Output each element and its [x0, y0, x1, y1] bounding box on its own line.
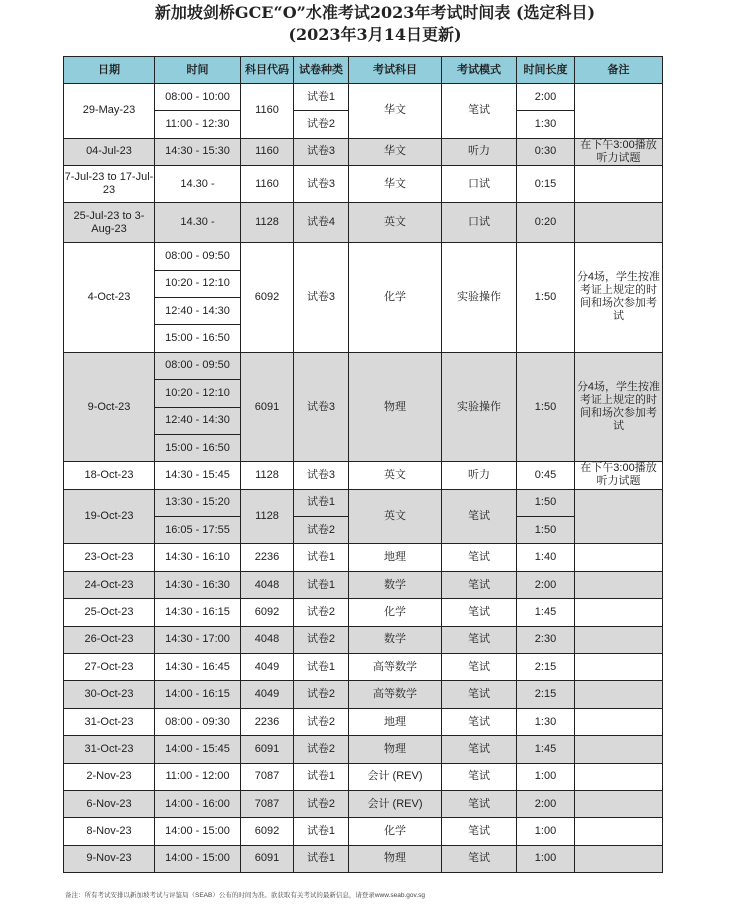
exam-mode-cell: 笔试: [442, 626, 517, 653]
subject-code-cell: 2236: [241, 544, 294, 571]
table-row: [64, 763, 663, 790]
subject-code-cell: 4049: [241, 654, 294, 681]
time-cell: 14:30 - 16:45: [155, 654, 241, 681]
date-cell: 26-Oct-23: [64, 626, 155, 653]
paper-type-cell: 试卷2: [294, 708, 349, 735]
paper-type-cell: 试卷3: [294, 138, 349, 165]
duration-cell: 0:45: [517, 462, 575, 489]
date-cell: 19-Oct-23: [64, 489, 155, 544]
header-subject-code: 科目代码: [241, 57, 294, 84]
table-body: [64, 84, 663, 873]
subject-cell: 华文: [349, 166, 442, 203]
subject-code-cell: 4048: [241, 626, 294, 653]
date-cell: 4-Oct-23: [64, 243, 155, 353]
remarks-cell: [575, 790, 663, 817]
duration-cell: 2:00: [517, 571, 575, 598]
duration-cell: 0:20: [517, 203, 575, 243]
subject-code-cell: 7087: [241, 763, 294, 790]
header-exam-mode: 考试模式: [442, 57, 517, 84]
duration-cell: 1:45: [517, 599, 575, 626]
paper-type-cell: 试卷1: [294, 818, 349, 845]
time-cell: 14:00 - 15:45: [155, 736, 241, 763]
date-cell: 31-Oct-23: [64, 736, 155, 763]
subject-code-cell: 6091: [241, 352, 294, 462]
exam-mode-cell: 笔试: [442, 736, 517, 763]
remarks-cell: [575, 166, 663, 203]
date-cell: 9-Oct-23: [64, 352, 155, 462]
exam-mode-cell: 实验操作: [442, 243, 517, 353]
date-cell: 25-Oct-23: [64, 599, 155, 626]
table-row: [64, 138, 663, 165]
subject-cell: 物理: [349, 352, 442, 462]
remarks-cell: [575, 599, 663, 626]
time-cell: 08:00 - 09:50: [155, 352, 241, 379]
subject-code-cell: 2236: [241, 708, 294, 735]
duration-cell: 1:45: [517, 736, 575, 763]
time-cell: 14:30 - 15:30: [155, 138, 241, 165]
exam-mode-cell: 笔试: [442, 845, 517, 872]
exam-mode-cell: 笔试: [442, 84, 517, 139]
subject-cell: 化学: [349, 818, 442, 845]
exam-mode-cell: 笔试: [442, 818, 517, 845]
date-cell: 8-Nov-23: [64, 818, 155, 845]
paper-type-cell: 试卷2: [294, 681, 349, 708]
exam-mode-cell: 听力: [442, 138, 517, 165]
paper-type-cell: 试卷3: [294, 352, 349, 462]
table-row: [64, 462, 663, 489]
exam-mode-cell: 笔试: [442, 763, 517, 790]
time-cell: 11:00 - 12:30: [155, 111, 241, 138]
table-row: [64, 654, 663, 681]
table-row: [64, 203, 663, 243]
time-cell: 08:00 - 09:30: [155, 708, 241, 735]
paper-type-cell: 试卷2: [294, 599, 349, 626]
subject-cell: 高等数学: [349, 681, 442, 708]
title-line-2: (2023年3月14日更新): [288, 25, 462, 44]
subject-code-cell: 1160: [241, 84, 294, 139]
subject-code-cell: 1128: [241, 489, 294, 544]
table-row: [64, 736, 663, 763]
header-date: 日期: [64, 57, 155, 84]
table-row: [64, 544, 663, 571]
table-row: [64, 681, 663, 708]
paper-type-cell: 试卷3: [294, 243, 349, 353]
exam-mode-cell: 笔试: [442, 544, 517, 571]
date-cell: 30-Oct-23: [64, 681, 155, 708]
duration-cell: 1:50: [517, 243, 575, 353]
date-cell: 29-May-23: [64, 84, 155, 139]
time-cell: 14.30 -: [155, 166, 241, 203]
subject-cell: 英文: [349, 462, 442, 489]
title-line-1: 新加坡剑桥GCE“O”水准考试2023年考试时间表 (选定科目): [154, 3, 596, 22]
paper-type-cell: 试卷2: [294, 517, 349, 544]
time-cell: 14:30 - 16:10: [155, 544, 241, 571]
table-row: [64, 243, 663, 270]
subject-code-cell: 1160: [241, 138, 294, 165]
duration-cell: 1:30: [517, 708, 575, 735]
remarks-cell: [575, 681, 663, 708]
date-cell: 18-Oct-23: [64, 462, 155, 489]
table-row: [64, 84, 663, 111]
table-row: [64, 571, 663, 598]
time-cell: 14:30 - 16:30: [155, 571, 241, 598]
duration-cell: 2:00: [517, 790, 575, 817]
date-cell: 25-Jul-23 to 3-Aug-23: [64, 203, 155, 243]
exam-mode-cell: 口试: [442, 166, 517, 203]
date-cell: 2-Nov-23: [64, 763, 155, 790]
date-cell: 9-Nov-23: [64, 845, 155, 872]
paper-type-cell: 试卷3: [294, 462, 349, 489]
paper-type-cell: 试卷1: [294, 845, 349, 872]
remarks-cell: [575, 489, 663, 544]
duration-cell: 2:15: [517, 681, 575, 708]
subject-code-cell: 6091: [241, 845, 294, 872]
remarks-cell: 在下午3:00播放听力试题: [575, 462, 663, 489]
table-row: [64, 708, 663, 735]
duration-cell: 0:15: [517, 166, 575, 203]
duration-cell: 1:40: [517, 544, 575, 571]
header-duration: 时间长度: [517, 57, 575, 84]
duration-cell: 1:50: [517, 352, 575, 462]
subject-cell: 数学: [349, 571, 442, 598]
paper-type-cell: 试卷1: [294, 489, 349, 516]
exam-mode-cell: 笔试: [442, 681, 517, 708]
remarks-cell: [575, 818, 663, 845]
subject-code-cell: 6092: [241, 243, 294, 353]
remarks-cell: 分4场，学生按准考证上规定的时间和场次参加考试: [575, 243, 663, 353]
table-row: [64, 818, 663, 845]
subject-cell: 地理: [349, 544, 442, 571]
document-title: [0, 2, 750, 46]
exam-mode-cell: 笔试: [442, 654, 517, 681]
duration-cell: 2:30: [517, 626, 575, 653]
subject-cell: 数学: [349, 626, 442, 653]
subject-cell: 会计 (REV): [349, 763, 442, 790]
subject-code-cell: 1160: [241, 166, 294, 203]
paper-type-cell: 试卷3: [294, 166, 349, 203]
table-row: [64, 790, 663, 817]
time-cell: 15:00 - 16:50: [155, 325, 241, 352]
duration-cell: 2:15: [517, 654, 575, 681]
date-cell: 24-Oct-23: [64, 571, 155, 598]
exam-schedule-table: [63, 56, 663, 873]
exam-mode-cell: 笔试: [442, 599, 517, 626]
subject-cell: 华文: [349, 84, 442, 139]
exam-mode-cell: 笔试: [442, 489, 517, 544]
remarks-cell: [575, 544, 663, 571]
subject-cell: 地理: [349, 708, 442, 735]
subject-cell: 会计 (REV): [349, 790, 442, 817]
subject-code-cell: 1128: [241, 462, 294, 489]
exam-mode-cell: 笔试: [442, 790, 517, 817]
subject-code-cell: 1128: [241, 203, 294, 243]
paper-type-cell: 试卷2: [294, 790, 349, 817]
paper-type-cell: 试卷1: [294, 763, 349, 790]
subject-cell: 高等数学: [349, 654, 442, 681]
date-cell: 23-Oct-23: [64, 544, 155, 571]
table-header-row: [64, 57, 663, 84]
date-cell: 7-Jul-23 to 17-Jul-23: [64, 166, 155, 203]
time-cell: 14:00 - 16:15: [155, 681, 241, 708]
time-cell: 12:40 - 14:30: [155, 297, 241, 324]
time-cell: 16:05 - 17:55: [155, 517, 241, 544]
subject-cell: 物理: [349, 736, 442, 763]
header-paper-type: 试卷种类: [294, 57, 349, 84]
table-row: [64, 352, 663, 379]
remarks-cell: [575, 845, 663, 872]
subject-cell: 英文: [349, 489, 442, 544]
duration-cell: 1:00: [517, 763, 575, 790]
footnote: 备注：所有考试安排以新加坡考试与评鉴局（SEAB）公布的时间为准。欲获取有关考试的最新信息，请登录www.seab.gov.sg: [65, 892, 425, 899]
time-cell: 14:30 - 16:15: [155, 599, 241, 626]
time-cell: 11:00 - 12:00: [155, 763, 241, 790]
remarks-cell: [575, 708, 663, 735]
remarks-cell: [575, 763, 663, 790]
exam-mode-cell: 听力: [442, 462, 517, 489]
remarks-cell: [575, 571, 663, 598]
subject-cell: 华文: [349, 138, 442, 165]
subject-code-cell: 4048: [241, 571, 294, 598]
duration-cell: 2:00: [517, 84, 575, 111]
exam-mode-cell: 实验操作: [442, 352, 517, 462]
remarks-cell: [575, 654, 663, 681]
time-cell: 14:00 - 15:00: [155, 818, 241, 845]
paper-type-cell: 试卷2: [294, 626, 349, 653]
date-cell: 04-Jul-23: [64, 138, 155, 165]
paper-type-cell: 试卷2: [294, 736, 349, 763]
subject-code-cell: 7087: [241, 790, 294, 817]
time-cell: 10:20 - 12:10: [155, 380, 241, 407]
time-cell: 15:00 - 16:50: [155, 434, 241, 461]
time-cell: 08:00 - 09:50: [155, 243, 241, 270]
remarks-cell: [575, 84, 663, 139]
remarks-cell: 分4场，学生按准考证上规定的时间和场次参加考试: [575, 352, 663, 462]
subject-code-cell: 6092: [241, 818, 294, 845]
table-row: [64, 845, 663, 872]
header-subject: 考试科目: [349, 57, 442, 84]
paper-type-cell: 试卷2: [294, 111, 349, 138]
remarks-cell: [575, 736, 663, 763]
header-time: 时间: [155, 57, 241, 84]
duration-cell: 1:30: [517, 111, 575, 138]
time-cell: 13:30 - 15:20: [155, 489, 241, 516]
subject-cell: 物理: [349, 845, 442, 872]
duration-cell: 0:30: [517, 138, 575, 165]
paper-type-cell: 试卷1: [294, 654, 349, 681]
date-cell: 27-Oct-23: [64, 654, 155, 681]
table-row: [64, 626, 663, 653]
duration-cell: 1:00: [517, 845, 575, 872]
time-cell: 14:30 - 17:00: [155, 626, 241, 653]
paper-type-cell: 试卷1: [294, 84, 349, 111]
date-cell: 6-Nov-23: [64, 790, 155, 817]
duration-cell: 1:50: [517, 517, 575, 544]
exam-mode-cell: 笔试: [442, 708, 517, 735]
time-cell: 14:00 - 15:00: [155, 845, 241, 872]
time-cell: 12:40 - 14:30: [155, 407, 241, 434]
paper-type-cell: 试卷1: [294, 544, 349, 571]
paper-type-cell: 试卷4: [294, 203, 349, 243]
table-row: [64, 489, 663, 516]
remarks-cell: 在下午3:00播放听力试题: [575, 138, 663, 165]
table-row: [64, 599, 663, 626]
duration-cell: 1:50: [517, 489, 575, 516]
subject-cell: 英文: [349, 203, 442, 243]
subject-code-cell: 4049: [241, 681, 294, 708]
subject-cell: 化学: [349, 243, 442, 353]
remarks-cell: [575, 203, 663, 243]
exam-mode-cell: 口试: [442, 203, 517, 243]
subject-cell: 化学: [349, 599, 442, 626]
remarks-cell: [575, 626, 663, 653]
exam-mode-cell: 笔试: [442, 571, 517, 598]
duration-cell: 1:00: [517, 818, 575, 845]
subject-code-cell: 6091: [241, 736, 294, 763]
time-cell: 08:00 - 10:00: [155, 84, 241, 111]
time-cell: 14:30 - 15:45: [155, 462, 241, 489]
date-cell: 31-Oct-23: [64, 708, 155, 735]
subject-code-cell: 6092: [241, 599, 294, 626]
table-row: [64, 166, 663, 203]
time-cell: 14:00 - 16:00: [155, 790, 241, 817]
header-remarks: 备注: [575, 57, 663, 84]
paper-type-cell: 试卷1: [294, 571, 349, 598]
time-cell: 10:20 - 12:10: [155, 270, 241, 297]
time-cell: 14.30 -: [155, 203, 241, 243]
